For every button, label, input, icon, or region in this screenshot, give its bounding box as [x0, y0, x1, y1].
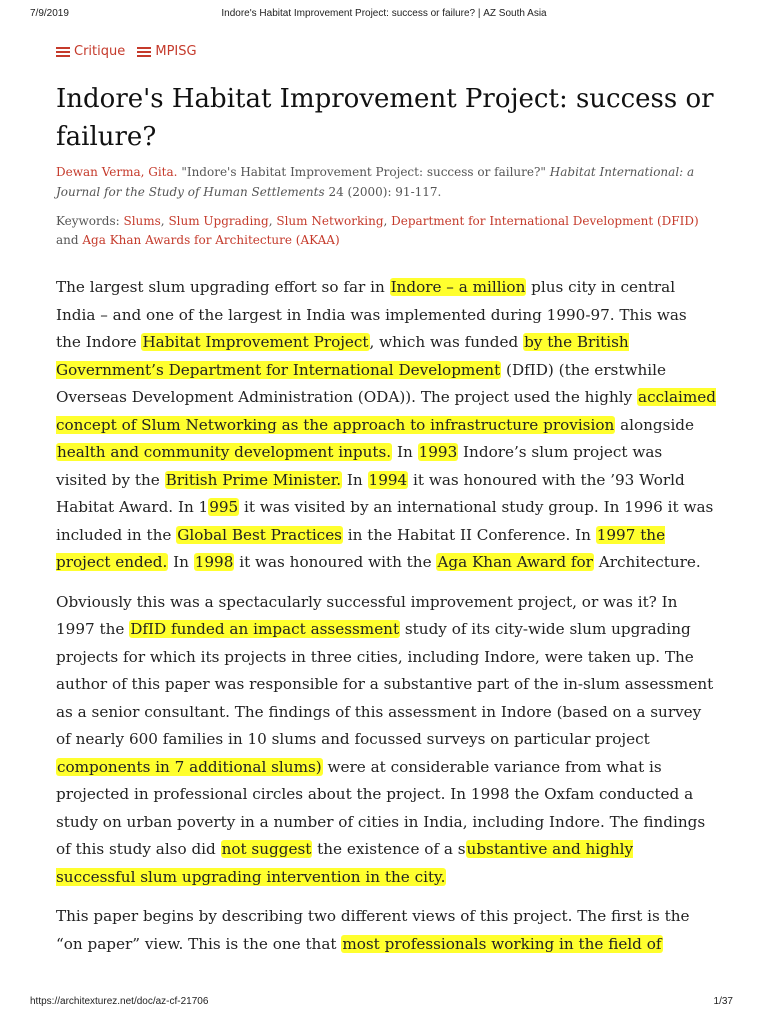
keyword-slum-upgrading[interactable]: Slum Upgrading	[168, 214, 269, 228]
category-label: MPISG	[155, 44, 197, 59]
citation-title: "Indore's Habitat Improvement Project: success or failure?"	[181, 165, 546, 179]
keyword-slum-networking[interactable]: Slum Networking	[276, 214, 384, 228]
highlight: British Prime Minister.	[165, 470, 342, 489]
highlight: Aga Khan Award for	[437, 553, 593, 571]
highlight: 1993	[418, 443, 458, 461]
keyword-sep: ,	[160, 214, 169, 228]
highlight: 1998	[194, 553, 234, 571]
highlight: Indore – a million	[390, 278, 526, 296]
citation-details: 24 (2000): 91-117.	[328, 185, 442, 199]
highlight: ubstantive and highly successful slum upgrading intervention in the city.	[56, 840, 634, 886]
print-date: 7/9/2019	[30, 8, 69, 19]
print-title: Indore's Habitat Improvement Project: success or failure? | ΑΖ South Asia	[221, 8, 547, 19]
citation	[56, 162, 716, 202]
text-run: Architecture.	[593, 553, 701, 571]
text-run: alongside	[615, 415, 695, 434]
paragraph-3	[56, 903, 716, 958]
paragraph-2	[56, 589, 716, 892]
list-icon	[137, 46, 151, 58]
text-run: were at considerable variance from what is projected in professional circles about the project. In 1998 the Oxfam conducted a study on urban poverty in a number of cities in India, including Indore. The findings of this study also did	[56, 757, 706, 858]
text-run: , which was funded	[369, 333, 524, 351]
text-run: The largest slum upgrading effort so far in	[56, 278, 390, 296]
text-run: it was honoured with the ’93 World Habitat Award. In 1	[56, 470, 685, 516]
text-run: plus city in central India – and one of the largest in India was implemented during 1990-97. This was the Indore	[56, 278, 687, 351]
text-run: Indore’s slum project was visited by the	[56, 443, 663, 489]
highlight: Global Best Practices	[177, 525, 342, 544]
keyword-akaa[interactable]: Aga Khan Awards for Architecture (AKAA)	[82, 233, 340, 247]
keyword-dfid[interactable]: Department for International Development (DFID)	[391, 214, 699, 228]
highlight: DfID funded an impact assessment	[130, 620, 400, 638]
keyword-sep: ,	[383, 214, 392, 228]
keywords	[56, 212, 716, 250]
text-run: (DfID) (the erstwhile Overseas Development Administration (ODA)). The project used the highly	[56, 360, 666, 406]
highlight: not suggest	[221, 840, 312, 858]
highlight: most professionals working in the field of	[342, 934, 662, 953]
highlight: Habitat Improvement Project	[142, 333, 369, 351]
text-run: the existence of a s	[312, 840, 466, 858]
footer-url: https://architexturez.net/doc/az-cf-21706	[30, 996, 209, 1007]
text-run: it was honoured with the	[234, 553, 437, 571]
text-run: In	[342, 470, 368, 489]
article-title: Indore's Habitat Improvement Project: success or failure?	[56, 84, 714, 152]
highlight: health and community development inputs.	[57, 443, 392, 461]
category-critique[interactable]	[56, 44, 125, 59]
text-run: Obviously this was a spectacularly successful improvement project, or was it? In 1997 the	[56, 592, 678, 638]
keywords-label: Keywords:	[56, 214, 120, 228]
text-run: study of its city-wide slum upgrading projects for which its projects in three cities, including Indore, were taken up. The author of this paper was responsible for a substantive part of the in-slum assessment as a senior consultant. The findings of this assessment in Indore (based on a survey of nearly 600 families in 10 slums and focussed surveys on particular project	[56, 620, 714, 748]
article	[56, 44, 716, 970]
text-run: in the Habitat II Conference. In	[342, 525, 596, 544]
highlight: components in 7 additional slums)	[57, 757, 322, 776]
keyword-slums[interactable]: Slums	[123, 214, 161, 228]
page-number: 1/37	[713, 996, 733, 1007]
text-run: This paper begins by describing two different views of this project. The first is the “on paper” view. This is the one that	[56, 907, 690, 953]
highlight: 1997 the project ended.	[56, 525, 666, 571]
paragraph-1	[56, 274, 716, 577]
text-run: In	[392, 443, 418, 461]
text-run: it was visited by an international study group. In 1996 it was included in the	[56, 498, 714, 544]
list-icon	[56, 46, 70, 58]
author-link[interactable]: Dewan Verma, Gita.	[56, 165, 178, 179]
highlight: 1994	[368, 470, 408, 489]
highlight: acclaimed concept of Slum Networking as the approach to infrastructure provision	[56, 388, 716, 434]
keyword-and: and	[56, 233, 83, 247]
citation-journal: Habitat International: a Journal for the Study of Human Settlements	[56, 165, 695, 199]
category-label: Critique	[74, 44, 126, 59]
category-links	[56, 44, 716, 62]
highlight: by the British Government’s Department for International Development	[56, 333, 629, 379]
highlight: 995	[209, 498, 239, 516]
keyword-sep: ,	[268, 214, 277, 228]
category-mpisg[interactable]	[137, 44, 196, 59]
text-run: In	[168, 553, 194, 571]
